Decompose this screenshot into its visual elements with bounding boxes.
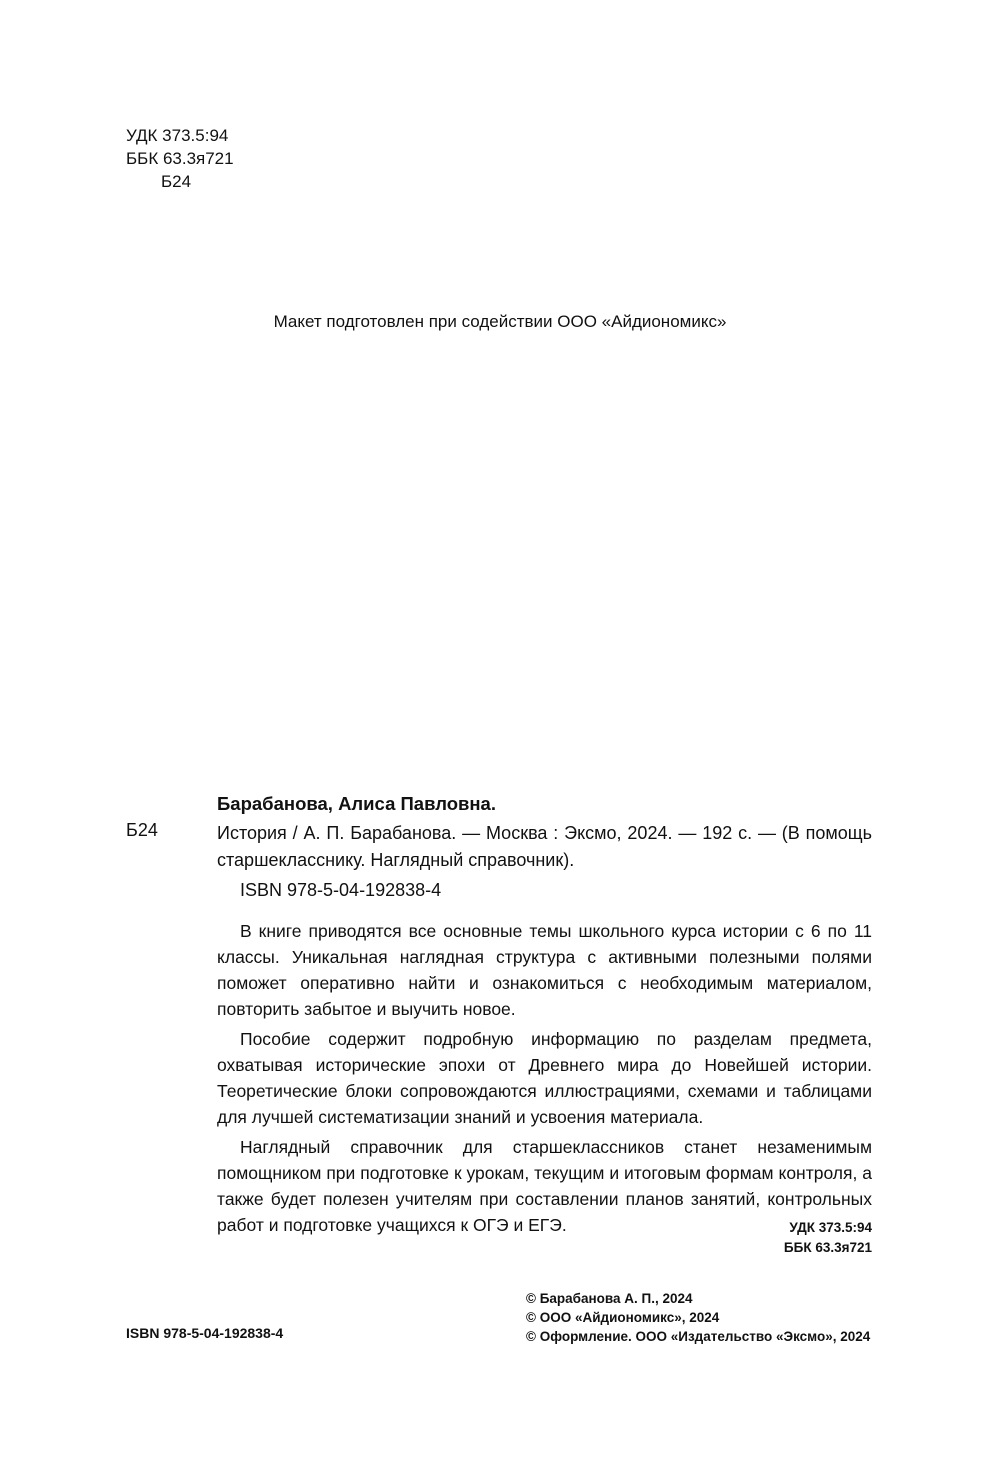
catalog-isbn: ISBN 978-5-04-192838-4 <box>240 880 442 900</box>
abstract-paragraph: В книге приводятся все основные темы школьного курса истории с 6 по 11 классы. Уникальная наглядная структура с активными полезными полями поможет оперативно найти и ознакомиться с необходимым материалом, повторить забытое и выучить новое. <box>217 921 872 1019</box>
catalog-mark: Б24 <box>126 820 158 840</box>
layout-note: Макет подготовлен при содействии ООО «Айдиономикс» <box>273 312 727 331</box>
abstract-paragraph: Пособие содержит подробную информацию по разделам предмета, охватывая исторические эпохи от Древнего мира до Новейшей истории. Теоретические блоки сопровождаются иллюстрациями, схемами и таблицами для лучшей систематизации знаний и усвоения материала. <box>217 1029 872 1127</box>
top-classification-codes <box>126 124 234 193</box>
copyright-line: © Оформление. ООО «Издательство «Эксмо», 2024 <box>526 1329 871 1344</box>
abstract-paragraph: Наглядный справочник для старшеклассников станет незаменимым помощником при подготовке к урокам, текущим и итоговым формам контроля, а также будет полезен учителям при составлении планов занятий, контрольных работ и подготовке учащихся к ОГЭ и ЕГЭ. <box>217 1137 872 1235</box>
bbk-code: ББК 63.3я721 <box>126 149 234 168</box>
author-mark: Б24 <box>161 172 192 191</box>
copyright-block <box>526 1289 870 1346</box>
udk-code: УДК 373.5:94 <box>126 126 229 145</box>
bottom-isbn: ISBN 978-5-04-192838-4 <box>126 1325 284 1341</box>
udk-code-bottom: УДК 373.5:94 <box>789 1220 872 1235</box>
bottom-classification-codes <box>784 1218 872 1258</box>
bbk-code-bottom: ББК 63.3я721 <box>783 1240 872 1255</box>
copyright-line: © ООО «Айдиономикс», 2024 <box>526 1310 720 1325</box>
copyright-line: © Барабанова А. П., 2024 <box>526 1291 693 1306</box>
abstract <box>217 918 872 1242</box>
catalog-author: Барабанова, Алиса Павловна. <box>217 793 496 814</box>
bibliographic-description: История / А. П. Барабанова. — Москва : Эксмо, 2024. — 192 с. — (В помощь старшекласснику. Наглядный справочник). <box>217 823 872 870</box>
